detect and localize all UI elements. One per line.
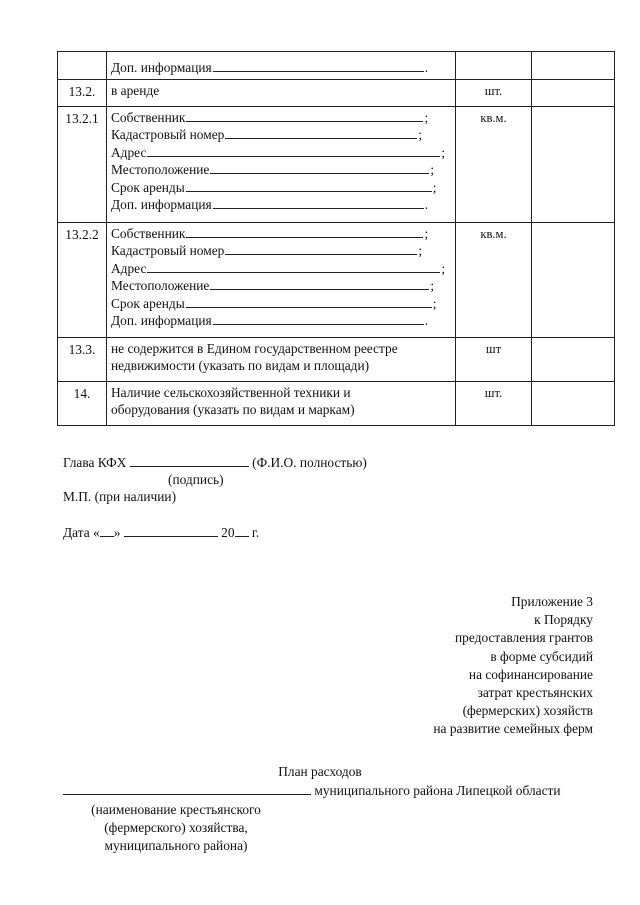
plan-title: План расходов (278, 764, 362, 779)
row-unit: шт. (456, 382, 532, 426)
head-signature-line: Глава КФХ (Ф.И.О. полностью) (63, 455, 367, 470)
info-field: Доп. информация . (111, 60, 429, 75)
table-row (58, 223, 615, 338)
location-field: Местоположение ; (111, 278, 435, 294)
stamp-note: М.П. (при наличии) (63, 489, 177, 504)
lease-field: Срок аренды ; (111, 179, 437, 195)
row-unit: шт. (456, 80, 532, 107)
row-number: 14. (58, 382, 107, 426)
signature-caption: (подпись) (168, 472, 224, 487)
farm-name-field[interactable] (63, 783, 311, 795)
owner-field: Собственник ; (111, 226, 429, 241)
owner-field: Собственник ; (111, 110, 429, 125)
value-cell[interactable] (532, 52, 615, 80)
row-number: 13.2. (58, 80, 107, 107)
fill-line[interactable] (186, 179, 432, 192)
fill-line[interactable] (186, 109, 423, 122)
row-description (107, 223, 456, 338)
row-description (107, 52, 456, 80)
location-field: Местоположение ; (111, 162, 435, 178)
table-row (58, 338, 615, 382)
row-description: не содержится в Едином государственном реестре недвижимости (указать по видам и площади) (107, 338, 456, 382)
table-row (58, 382, 615, 426)
row-number (58, 52, 107, 80)
value-cell[interactable] (532, 338, 615, 382)
value-cell[interactable] (532, 80, 615, 107)
year-field[interactable] (235, 525, 249, 537)
signature-field[interactable] (130, 455, 249, 467)
day-field[interactable] (100, 525, 114, 537)
fill-line[interactable] (210, 277, 429, 290)
fill-line[interactable] (213, 312, 424, 325)
property-table (57, 51, 615, 426)
date-line: Дата « » 20 г. (63, 525, 260, 540)
row-unit: кв.м. (456, 223, 532, 338)
fill-line[interactable] (225, 126, 417, 139)
plan-district-line: муниципального района Липецкой области (63, 783, 561, 799)
row-number: 13.2.2 (58, 223, 107, 338)
info-field: Доп. информация . (111, 196, 429, 212)
row-number: 13.3. (58, 338, 107, 382)
lease-field: Срок аренды ; (111, 295, 437, 311)
value-cell[interactable] (532, 223, 615, 338)
fill-line[interactable] (147, 260, 440, 273)
row-unit: шт (456, 338, 532, 382)
address-field: Адрес ; (111, 260, 446, 276)
table-row (58, 107, 615, 223)
fill-line[interactable] (213, 196, 424, 209)
row-number: 13.2.1 (58, 107, 107, 223)
table-row (58, 80, 615, 107)
address-field: Адрес ; (111, 144, 446, 160)
cadastral-field: Кадастровый номер ; (111, 243, 423, 259)
info-field: Доп. информация . (111, 312, 429, 328)
value-cell[interactable] (532, 107, 615, 223)
fill-line[interactable] (186, 225, 423, 238)
appendix-header: Приложение 3 к Порядку предоставления грантов в форме субсидий на софинансирование затрат крестьянских (фермерских) хозяйств на развитие семейных ферм (433, 594, 593, 737)
row-description (107, 107, 456, 223)
value-cell[interactable] (532, 382, 615, 426)
fill-line[interactable] (147, 144, 440, 157)
month-field[interactable] (124, 525, 218, 537)
row-description: Наличие сельскохозяйственной техники и оборудования (указать по видам и маркам) (107, 382, 456, 426)
fill-line[interactable] (186, 295, 432, 308)
cadastral-field: Кадастровый номер ; (111, 127, 423, 143)
fill-line[interactable] (225, 242, 417, 255)
fill-line[interactable] (210, 161, 429, 174)
fill-line[interactable] (213, 59, 424, 72)
table-row (58, 52, 615, 80)
row-unit: кв.м. (456, 107, 532, 223)
row-description: в аренде (107, 80, 456, 107)
farm-name-caption: (наименование крестьянского (фермерского) хозяйства, муниципального района) (91, 802, 261, 854)
